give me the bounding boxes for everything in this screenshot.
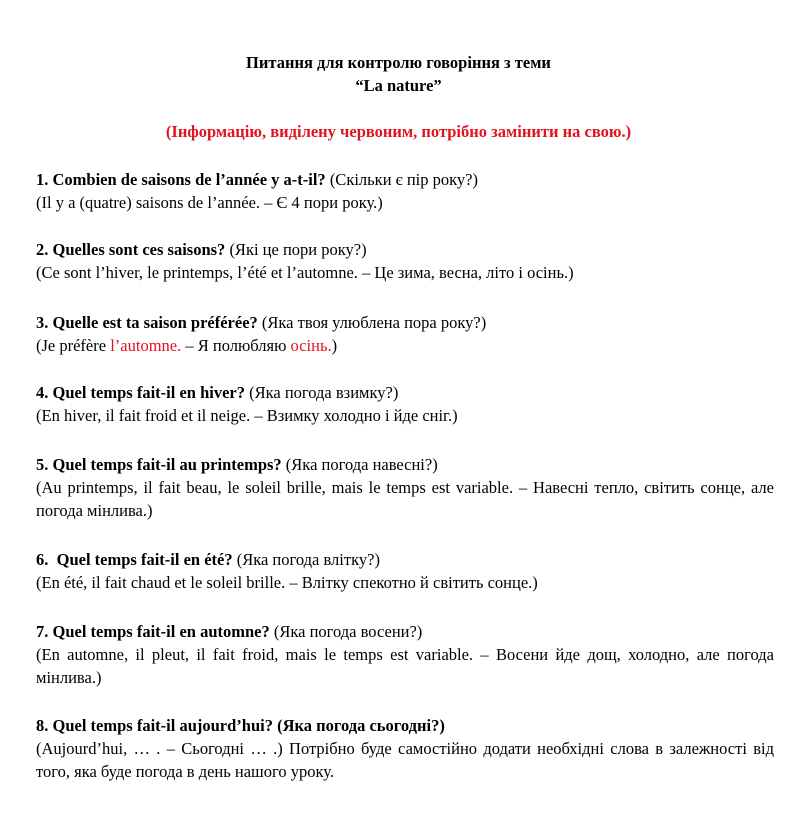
question-fr: 8. Quel temps fait-il aujourd’hui? (Яка погода сьогодні?) — [36, 716, 445, 735]
editable-red-text: осінь. — [290, 336, 332, 355]
question-ua: (Скільки є пір року?) — [325, 170, 478, 189]
page-subtitle: “La nature” — [355, 76, 442, 95]
answer-text: ) — [331, 336, 338, 355]
question-fr: 4. Quel temps fait-il en hiver? — [36, 383, 245, 402]
question-block-8 — [36, 714, 774, 783]
question-ua: (Яка погода влітку?) — [232, 550, 380, 569]
answer-line: (En hiver, il fait froid et il neige. – Взимку холодно і йде сніг.) — [36, 406, 458, 425]
question-line — [36, 714, 774, 737]
question-ua: (Яка твоя улюблена пора року?) — [257, 313, 487, 332]
answer-line: (Au printemps, il fait beau, le soleil brille, mais le temps est variable. – Навесні тепло, світить сонце, але погода мінлива.) — [36, 478, 774, 520]
question-block-5 — [36, 453, 774, 522]
question-ua: (Яка погода взимку?) — [244, 383, 399, 402]
answer-line: (Ce sont l’hiver, le printemps, l’été et l’automne. – Це зима, весна, літо і осінь.) — [36, 263, 574, 282]
answer-line: (Il y a (quatre) saisons de l’année. – Є 4 пори року.) — [36, 193, 383, 212]
question-line — [36, 238, 774, 261]
question-line — [36, 453, 774, 476]
question-fr: 7. Quel temps fait-il en automne? — [36, 622, 270, 641]
answer-text: – Я полюбляю — [181, 336, 291, 355]
question-fr: 1. Combien de saisons de l’année y a-t-il? — [36, 170, 326, 189]
answer-line: (En automne, il pleut, il fait froid, mais le temps est variable. – Восени йде дощ, холодно, але погода мінлива.) — [36, 645, 774, 687]
question-line — [36, 620, 774, 643]
question-block-1 — [36, 168, 774, 214]
question-line — [36, 311, 774, 334]
title-block — [0, 51, 797, 97]
question-fr: 6. Quel temps fait-il en été? — [36, 550, 233, 569]
page-title: Питання для контролю говоріння з теми — [246, 53, 551, 72]
question-ua: (Яка погода восени?) — [269, 622, 423, 641]
question-ua: (Яка погода навесні?) — [281, 455, 438, 474]
question-block-7 — [36, 620, 774, 689]
question-block-2 — [36, 238, 774, 284]
answer-line — [36, 334, 774, 357]
question-fr: 2. Quelles sont ces saisons? — [36, 240, 226, 259]
red-notice: (Інформацію, виділену червоним, потрібно замінити на свою.) — [165, 122, 632, 141]
question-line — [36, 168, 774, 191]
question-block-4 — [36, 381, 774, 427]
question-fr: 3. Quelle est ta saison préférée? — [36, 313, 258, 332]
question-block-6 — [36, 548, 774, 594]
answer-text: (Je préfère — [36, 336, 111, 355]
answer-line: (En été, il fait chaud et le soleil brille. – Влітку спекотно й світить сонце.) — [36, 573, 538, 592]
question-line — [36, 381, 774, 404]
question-fr: 5. Quel temps fait-il au printemps? — [36, 455, 282, 474]
editable-red-text: l’automne. — [110, 336, 182, 355]
question-ua: (Які це пори року?) — [225, 240, 367, 259]
question-block-3 — [36, 311, 774, 357]
answer-line: (Aujourd’hui, … . – Сьогодні … .) Потрібно буде самостійно додати необхідні слова в залежності від того, яка буде погода в день нашого уроку. — [36, 739, 774, 781]
question-line — [36, 548, 774, 571]
